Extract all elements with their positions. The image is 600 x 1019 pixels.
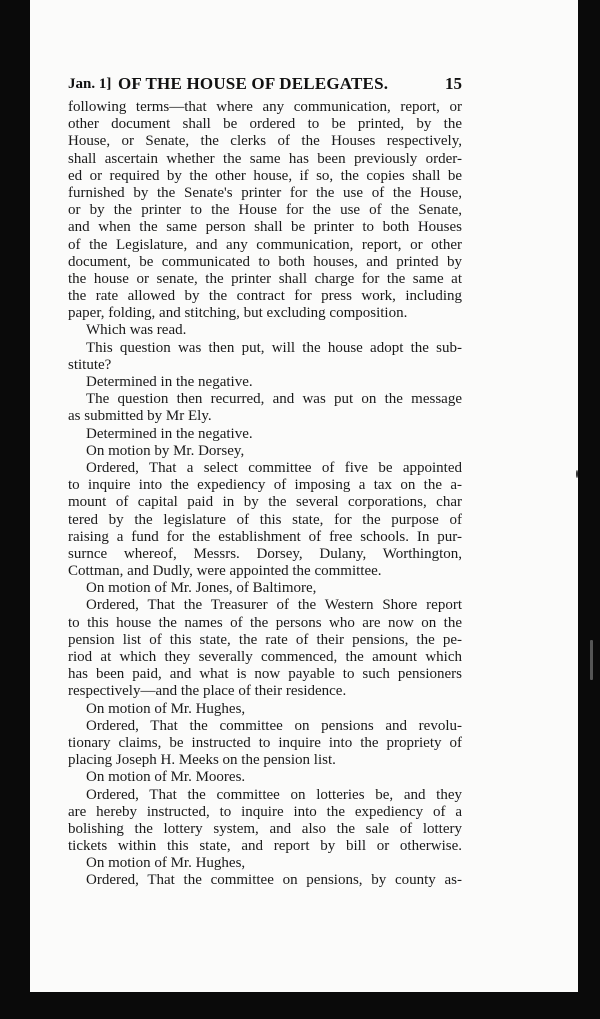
paragraph (68, 787, 462, 856)
text-line: other document shall be ordered to be printed, by the (68, 116, 462, 133)
text-line: On motion by Mr. Dorsey, (86, 442, 245, 459)
text-line: are hereby instructed, to inquire into the expediency of a (68, 803, 462, 820)
text-line: and when the same person shall be printer to both Houses (68, 219, 462, 236)
paragraph (68, 597, 462, 700)
page-number: 15 (445, 74, 462, 93)
paragraph (68, 872, 462, 889)
scan-artifact (576, 470, 578, 478)
text-line: ed or required by the other house, if so, the copies shall be (68, 167, 462, 184)
text-line: document, be communicated to both houses, and printed by (68, 253, 462, 270)
paragraph (68, 391, 462, 425)
scan-artifact (590, 640, 593, 680)
paragraph (68, 443, 462, 460)
text-line: On motion of Mr. Hughes, (86, 855, 246, 872)
text-line: to this house the names of the persons who are now on the (68, 614, 462, 631)
paragraph (68, 426, 462, 443)
text-line: tickets within this state, and report by bill or otherwise. (68, 838, 462, 855)
paragraph (68, 322, 462, 339)
text-line: bolishing the lottery system, and also the sale of lottery (68, 820, 462, 837)
paragraph (68, 855, 462, 872)
text-line: On motion of Mr. Hughes, (86, 700, 246, 717)
text-line: On motion of Mr. Jones, of Baltimore, (86, 580, 317, 597)
text-line: Ordered, That the committee on lotteries be, and they (86, 786, 462, 803)
body-text (68, 99, 462, 890)
text-line: raising a fund for the establishment of free schools. In pur- (68, 528, 462, 545)
paragraph (68, 701, 462, 718)
paragraph (68, 340, 462, 374)
paragraph (68, 374, 462, 391)
text-line: tered by the legislature of this state, for the purpose of (68, 511, 462, 528)
running-header (68, 74, 462, 96)
text-line: paper, folding, and stitching, but excluding composition. (68, 305, 408, 322)
text-line: Ordered, That the committee on pensions, by county as- (86, 872, 462, 889)
text-line: or by the printer to the House for the use of the Senate, (68, 202, 462, 219)
text-line: as submitted by Mr Ely. (68, 408, 212, 425)
text-line: following terms—that where any communication, report, or (68, 99, 462, 115)
text-line: This question was then put, will the house adopt the sub- (86, 339, 462, 356)
text-line: Cottman, and Dudly, were appointed the committee. (68, 563, 382, 580)
text-line: the house or senate, the printer shall charge for the same at (68, 270, 462, 287)
text-line: riod at which they severally commenced, the amount which (68, 649, 462, 665)
text-line: Ordered, That the Treasurer of the Western Shore report (86, 597, 462, 614)
paragraph (68, 460, 462, 580)
text-line: tionary claims, be instructed to inquire into the propriety of (68, 734, 462, 751)
text-line: The question then recurred, and was put on the message (86, 391, 462, 408)
text-line: stitute? (68, 356, 112, 373)
paragraph (68, 580, 462, 597)
paragraph (68, 769, 462, 786)
text-line: Ordered, That a select committee of five be appointed (86, 459, 462, 476)
text-line: Determined in the negative. (86, 374, 253, 390)
text-line: Which was read. (86, 322, 187, 339)
text-line: Determined in the negative. (86, 425, 253, 442)
text-line: mount of capital paid in by the several corporations, char (68, 494, 462, 511)
text-line: pension list of this state, the rate of their pensions, the pe- (68, 631, 462, 648)
text-line: surnce whereof, Messrs. Dorsey, Dulany, Worthington, (68, 545, 462, 562)
text-line: has been paid, and what is now payable to such pensioners (68, 666, 462, 683)
text-line: respectively—and the place of their residence. (68, 683, 347, 700)
text-line: to inquire into the expediency of imposing a tax on the a- (68, 477, 462, 494)
text-line: House, or Senate, the clerks of the Houses respectively, (68, 133, 462, 150)
text-line: On motion of Mr. Moores. (86, 769, 246, 786)
text-line: placing Joseph H. Meeks on the pension list. (68, 752, 336, 769)
paragraph (68, 99, 462, 322)
text-line: Ordered, That the committee on pensions and revolu- (86, 717, 462, 734)
header-title: OF THE HOUSE OF DELEGATES. (118, 74, 389, 93)
text-line: shall ascertain whether the same has been previously order- (68, 150, 462, 167)
header-date: Jan. 1] (68, 76, 112, 92)
text-line: furnished by the Senate's printer for the use of the House, (68, 184, 462, 201)
text-line: of the Legislature, and any communication, report, or other (68, 236, 462, 253)
text-line: the rate allowed by the contract for press work, including (68, 288, 462, 305)
paragraph (68, 718, 462, 770)
